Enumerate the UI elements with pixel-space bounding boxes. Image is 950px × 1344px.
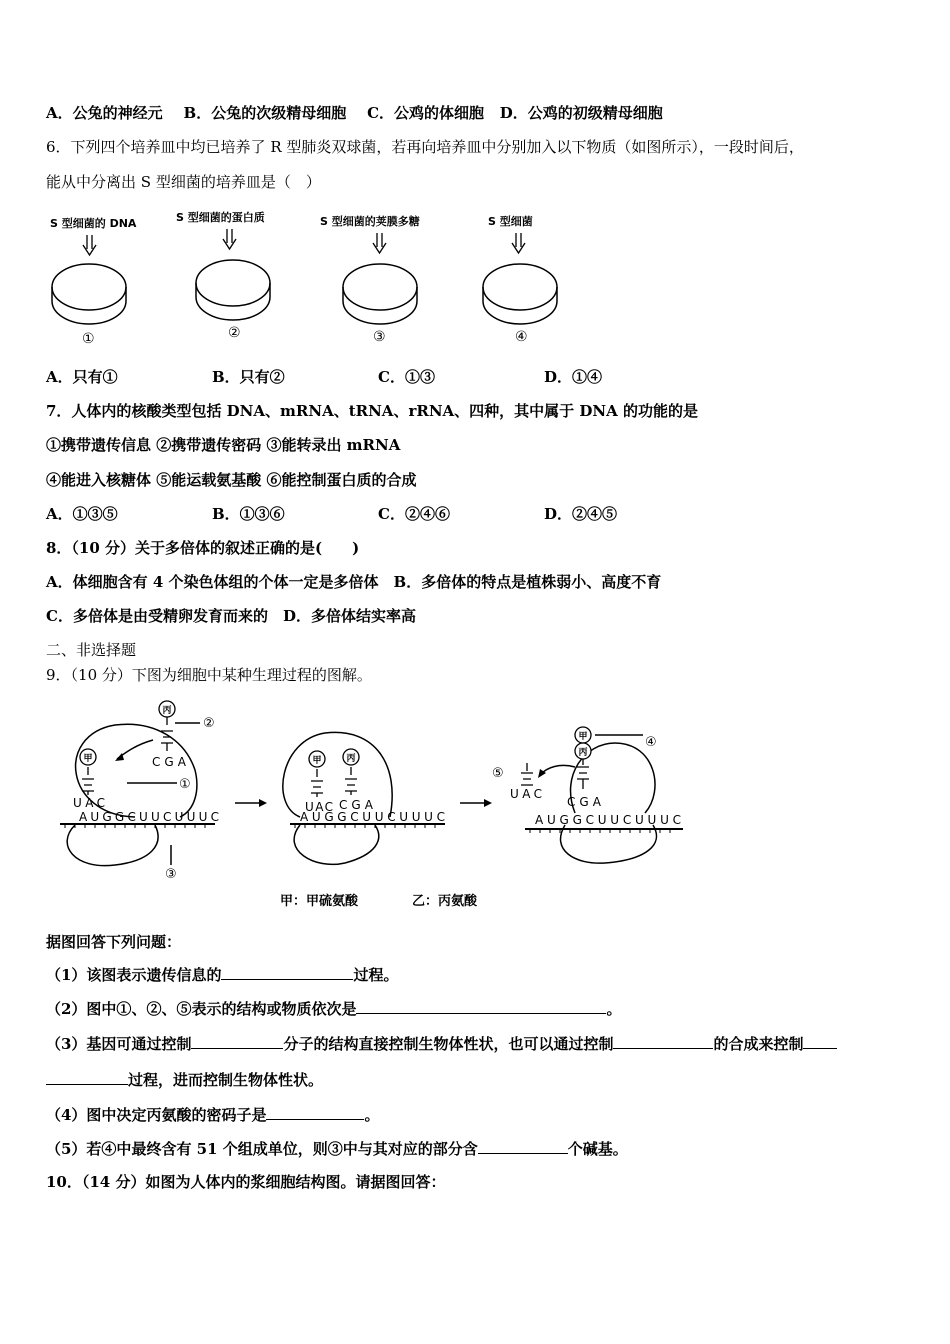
dish3-num: ③ bbox=[373, 329, 386, 345]
mark-5: ⑤ bbox=[492, 766, 504, 781]
dish2-label: S 型细菌的蛋白质 bbox=[176, 211, 265, 224]
q9-p5-text-b: 个碱基。 bbox=[567, 1140, 628, 1158]
q7-option-a: A．①③⑤ bbox=[46, 505, 118, 523]
q7-options bbox=[46, 504, 617, 524]
q9-p1-blank[interactable] bbox=[221, 965, 353, 980]
aa-jia-1: 甲 bbox=[83, 754, 93, 764]
q9-p2-text-a: （2）图中①、②、⑤表示的结构或物质依次是 bbox=[46, 1000, 357, 1018]
q7-option-c: C．②④⑥ bbox=[378, 505, 450, 523]
q9-p2-blank[interactable] bbox=[356, 999, 606, 1014]
q6-figure bbox=[40, 205, 600, 350]
aa-jia-3: 甲 bbox=[578, 732, 588, 742]
anticodon-uac-1: UAC bbox=[73, 796, 105, 810]
anticodon-cga-3: CGA bbox=[567, 795, 601, 809]
q9-p3-text-a: （3）基因可通过控制 bbox=[46, 1035, 192, 1053]
q9-part1 bbox=[46, 965, 398, 985]
q9-p5-blank[interactable] bbox=[478, 1139, 568, 1154]
q7-option-d: D．②④⑤ bbox=[544, 505, 618, 523]
q5-options bbox=[46, 103, 663, 123]
dish1-label: S 型细菌的 DNA bbox=[50, 217, 137, 230]
q9-part3-line2 bbox=[46, 1070, 323, 1090]
q8-line-ab: A．体细胞含有 4 个染色体组的个体一定是多倍体 B．多倍体的特点是植株弱小、高度不育 bbox=[46, 573, 662, 591]
q6-stem-line2: 能从中分离出 S 型细菌的培养皿是（ ） bbox=[46, 173, 321, 191]
q9-part5 bbox=[46, 1139, 628, 1159]
mrna-seq-1: AUGGCUUCUUUC bbox=[79, 810, 219, 824]
q9-p3-blank3a[interactable] bbox=[803, 1034, 837, 1049]
q9-p4-text-b: 。 bbox=[364, 1106, 380, 1124]
aa-bing-1: 丙 bbox=[162, 706, 172, 716]
q7-option-b: B．①③⑥ bbox=[212, 505, 285, 523]
dish4-num: ④ bbox=[515, 329, 528, 345]
legend-yi: 乙：丙氨酸 bbox=[412, 894, 478, 909]
q7-items-line2: ④能进入核糖体 ⑤能运载氨基酸 ⑥能控制蛋白质的合成 bbox=[46, 471, 417, 489]
petri-dishes bbox=[52, 260, 557, 324]
q5-option-d: D．公鸡的初级精母细胞 bbox=[499, 104, 663, 122]
q6-stem-line1: 6．下列四个培养皿中均已培养了 R 型肺炎双球菌，若再向培养皿中分别加入以下物质（如图所示），一段时间后， bbox=[46, 138, 804, 156]
anticodon-uac-2: UAC bbox=[305, 800, 333, 814]
aa-bing-2: 丙 bbox=[346, 754, 356, 764]
q9-p3-blank2[interactable] bbox=[613, 1034, 713, 1049]
q7-items-line1: ①携带遗传信息 ②携带遗传密码 ③能转录出 mRNA bbox=[46, 436, 401, 454]
anticodon-cga-1: CGA bbox=[152, 755, 186, 769]
dish4-label: S 型细菌 bbox=[488, 215, 533, 228]
q9-p1-text-a: （1）该图表示遗传信息的 bbox=[46, 966, 222, 984]
mrna-seq-2: AUGGCUUCUUUC bbox=[300, 810, 445, 824]
q9-p4-text-a: （4）图中决定丙氨酸的密码子是 bbox=[46, 1106, 267, 1124]
dish1-num: ① bbox=[82, 331, 95, 347]
q9-stem: 9．（10 分）下图为细胞中某种生理过程的图解。 bbox=[46, 666, 372, 684]
anticodon-cga-2: CGA bbox=[339, 798, 373, 812]
mark-3: ③ bbox=[165, 867, 177, 882]
q9-p3-text-c: 的合成来控制 bbox=[713, 1035, 804, 1053]
q9-p1-text-b: 过程。 bbox=[353, 966, 399, 984]
dish3-label: S 型细菌的荚膜多糖 bbox=[320, 215, 420, 228]
q9-p5-text-a: （5）若④中最终含有 51 个组成单位，则③中与其对应的部分含 bbox=[46, 1140, 478, 1158]
dish2-num: ② bbox=[228, 325, 241, 341]
q6-options bbox=[46, 367, 602, 387]
q9-translation-figure bbox=[55, 695, 705, 915]
q9-p3-blank1[interactable] bbox=[191, 1034, 283, 1049]
q6-option-c: C．①③ bbox=[378, 368, 435, 386]
anticodon-uac-3: UAC bbox=[510, 787, 542, 801]
q9-part4 bbox=[46, 1105, 379, 1125]
q9-part2 bbox=[46, 999, 621, 1019]
aa-bing-3: 丙 bbox=[578, 748, 588, 758]
q8-stem: 8．（10 分）关于多倍体的叙述正确的是( ) bbox=[46, 539, 360, 557]
q5-option-c: C．公鸡的体细胞 bbox=[367, 104, 485, 122]
mark-4: ④ bbox=[645, 735, 657, 750]
mark-1: ① bbox=[179, 777, 191, 792]
q9-intro: 据图回答下列问题： bbox=[46, 933, 182, 951]
mark-2: ② bbox=[203, 716, 215, 731]
q6-option-d: D．①④ bbox=[544, 368, 603, 386]
q6-option-a: A．只有① bbox=[46, 368, 118, 386]
q9-p3-text-d: 过程，进而控制生物体性状。 bbox=[128, 1071, 324, 1089]
q9-p2-text-b: 。 bbox=[606, 1000, 622, 1018]
q9-p3-text-b: 分子的结构直接控制生物体性状，也可以通过控制 bbox=[283, 1035, 614, 1053]
q9-p3-blank3b[interactable] bbox=[46, 1070, 128, 1085]
q7-stem: 7．人体内的核酸类型包括 DNA、mRNA、tRNA、rRNA、四种，其中属于 DNA 的功能的是 bbox=[46, 402, 698, 420]
legend-jia: 甲：甲硫氨酸 bbox=[280, 894, 359, 909]
mrna-seq-3: AUGGCUUCUUUC bbox=[535, 813, 681, 827]
q8-line-cd: C．多倍体是由受精卵发育而来的 D．多倍体结实率高 bbox=[46, 607, 416, 625]
section-2-heading: 二、非选择题 bbox=[46, 641, 137, 659]
aa-jia-2: 甲 bbox=[312, 756, 322, 766]
q5-option-a: A．公兔的神经元 bbox=[46, 104, 163, 122]
q5-option-b: B．公兔的次级精母细胞 bbox=[183, 104, 347, 122]
q9-part3-line1 bbox=[46, 1034, 837, 1054]
q10-stem: 10．（14 分）如图为人体内的浆细胞结构图。请据图回答： bbox=[46, 1173, 446, 1191]
q6-option-b: B．只有② bbox=[212, 368, 285, 386]
q9-p4-blank[interactable] bbox=[266, 1105, 364, 1120]
